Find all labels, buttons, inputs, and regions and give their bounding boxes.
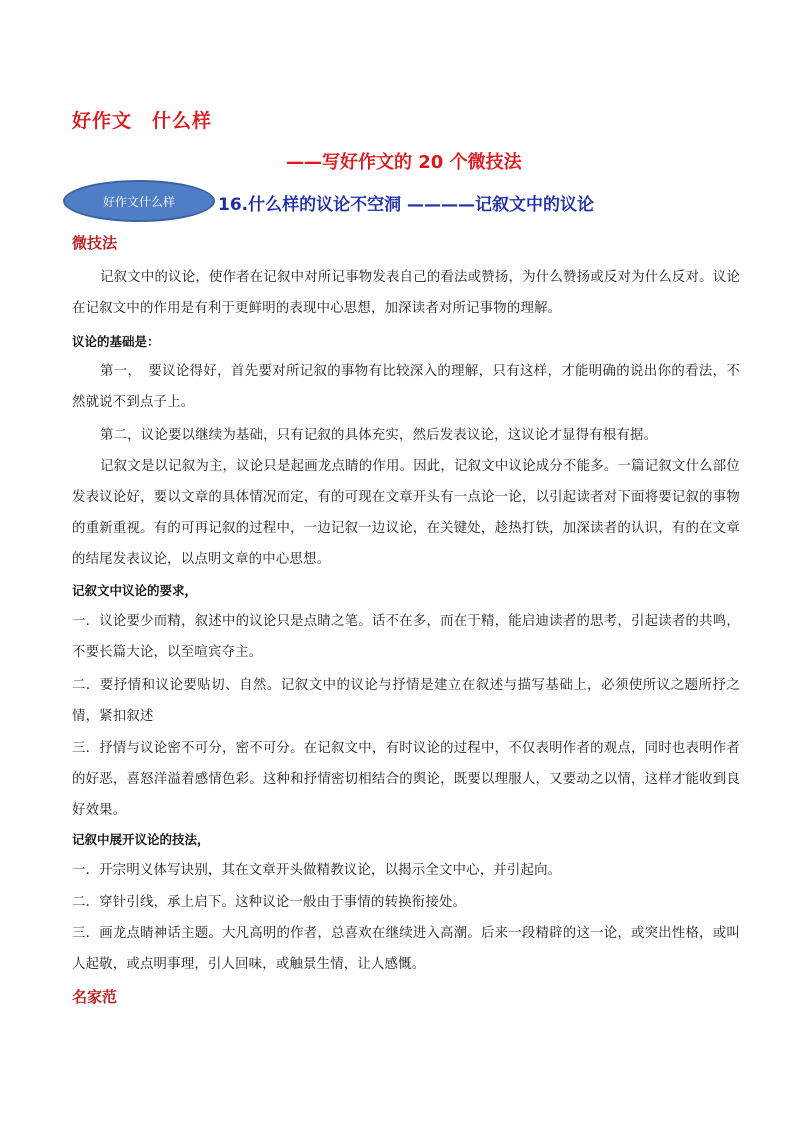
technique-1: 一．开宗明义体写诀别，其在文章开头做精教议论，以揭示全文中心，并引起向。 [72,863,562,878]
document-subtitle: ——写好作文的 20 个微技法 [286,152,522,173]
document-title: 好作文 什么样 [72,110,213,132]
micro-skill-heading: 微技法 [72,234,118,252]
intro-paragraph: 记叙文中的议论，使作者在记叙中对所记事物发表自己的看法或赞扬，为什么赞扬或反对为什么反对。议论在记叙文中的作用是有利于更鲜明的表现中心思想，加深读者对所记事物的理解。 [72,270,740,316]
basis-paragraph-2: 第二，议论要以继续为基础，只有记叙的具体充实，然后发表议论，这议论才显得有根有据。 [100,428,658,443]
series-badge-label: 好作文什么样 [102,194,175,209]
requirements-heading: 记叙文中议论的要求， [72,583,198,598]
techniques-heading: 记叙中展开议论的技法， [72,832,210,847]
basis-paragraph-1: 第一， 要议论得好，首先要对所记叙的事物有比较深入的理解，只有这样，才能明确的说出你的看法，不然就说不到点子上。 [72,364,740,410]
series-badge [63,180,215,222]
master-example-heading: 名家范 [72,988,118,1006]
technique-2: 二．穿针引线，承上启下。这种议论一般由于事情的转换衔接处。 [72,895,467,910]
technique-3: 三．画龙点睛神话主题。大凡高明的作者，总喜欢在继续进入高潮。后来一段精辟的这一论，或突出性格，或叫人起敬，或点明事理，引人回味，或触景生情，让人感慨。 [72,926,740,972]
basis-paragraph-3: 记叙文是以记叙为主，议论只是起画龙点睛的作用。因此，记叙文中议论成分不能多。一篇记叙文什么部位发表议论好，要以文章的具体情况而定，有的可现在文章开头有一点论一论，以引起读者对下面将要记叙的事物的重新重视。有的可再记叙的过程中，一边记叙一边议论，在关键处，趁热打铁，加深读者的认识，有的在文章的结尾发表议论，以点明文章的中心思想。 [72,459,740,567]
requirement-3: 三．抒情与议论密不可分，密不可分。在记叙文中，有时议论的过程中，不仅表明作者的观点，同时也表明作者的好恶，喜怒洋溢着感情色彩。这种和抒情密切相结合的舆论，既要以理服人，又要动之以情，这样才能收到良好效果。 [72,741,740,818]
basis-heading: 议论的基础是： [72,334,160,349]
requirement-2: 二．要抒情和议论要贴切、自然。记叙文中的议论与抒情是建立在叙述与描写基础上，必须使所议之题所抒之情，紧扣叙述 [72,678,740,724]
lesson-title: 16.什么样的议论不空洞 ————记叙文中的议论 [218,195,595,215]
requirement-1: 一．议论要少而精，叙述中的议论只是点睛之笔。话不在多，而在于精，能启迪读者的思考，引起读者的共鸣，不要长篇大论，以至喧宾夺主。 [72,614,740,660]
